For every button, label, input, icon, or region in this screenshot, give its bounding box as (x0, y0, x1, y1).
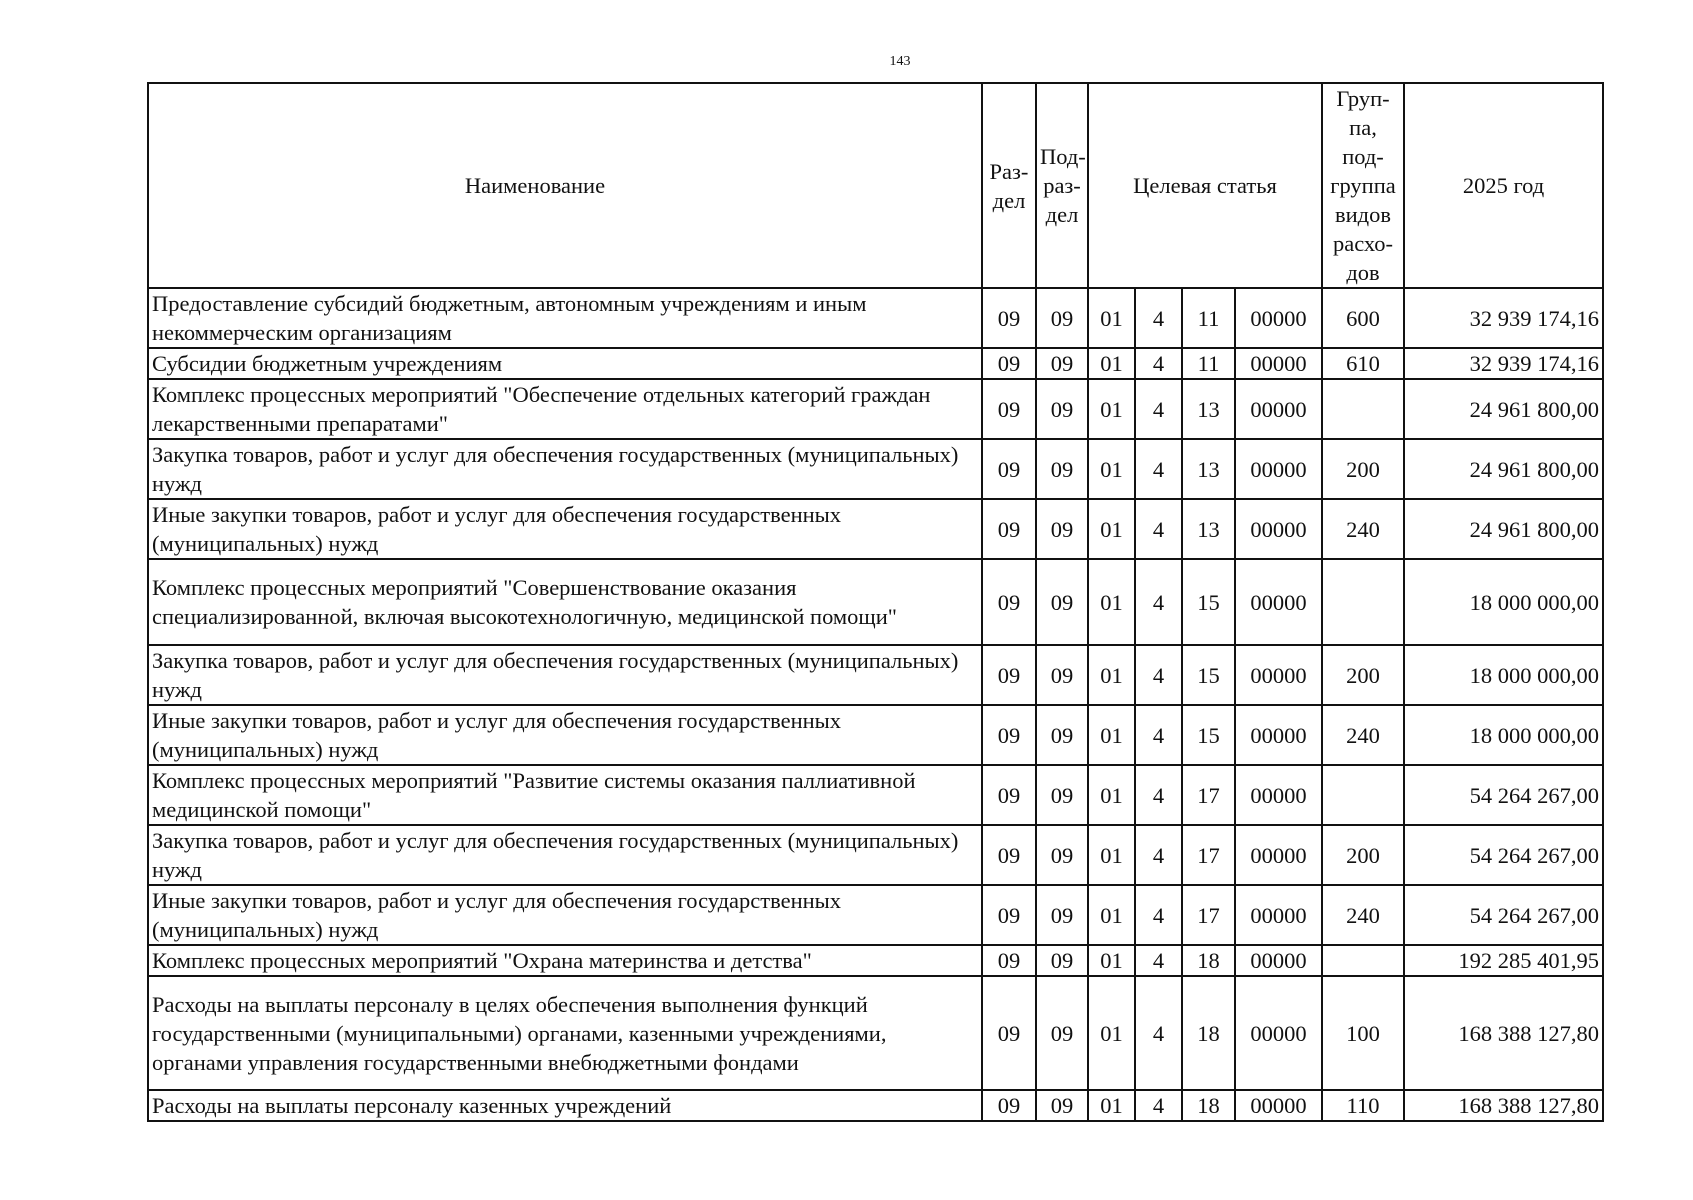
row-target-type: 4 (1135, 945, 1182, 976)
row-section: 09 (982, 499, 1036, 559)
row-target-type: 4 (1135, 439, 1182, 499)
row-target-direction: 00000 (1235, 439, 1322, 499)
row-target-direction: 00000 (1235, 288, 1322, 348)
row-subsection: 09 (1036, 825, 1088, 885)
table-row (148, 559, 1603, 645)
row-section: 09 (982, 885, 1036, 945)
row-subsection: 09 (1036, 1090, 1088, 1121)
row-target-direction: 00000 (1235, 499, 1322, 559)
row-name: Закупка товаров, работ и услуг для обеспечения государственных (муниципальных) нужд (148, 645, 982, 705)
row-target-type: 4 (1135, 976, 1182, 1090)
row-target-complex: 18 (1182, 945, 1235, 976)
table-row (148, 288, 1603, 348)
row-amount: 18 000 000,00 (1404, 645, 1603, 705)
row-expense-group: 110 (1322, 1090, 1404, 1121)
row-section: 09 (982, 1090, 1036, 1121)
row-expense-group (1322, 765, 1404, 825)
row-target-type: 4 (1135, 348, 1182, 379)
row-amount: 54 264 267,00 (1404, 885, 1603, 945)
row-name: Иные закупки товаров, работ и услуг для обеспечения государственных (муниципальных) нужд (148, 499, 982, 559)
row-target-direction: 00000 (1235, 885, 1322, 945)
budget-table (147, 82, 1604, 1122)
row-amount: 18 000 000,00 (1404, 559, 1603, 645)
row-target-type: 4 (1135, 645, 1182, 705)
table-row (148, 645, 1603, 705)
row-target-complex: 17 (1182, 885, 1235, 945)
row-name: Комплекс процессных мероприятий "Развитие системы оказания паллиативной медицинской помощи" (148, 765, 982, 825)
row-target-program: 01 (1088, 645, 1135, 705)
row-target-program: 01 (1088, 885, 1135, 945)
row-amount: 24 961 800,00 (1404, 499, 1603, 559)
row-section: 09 (982, 645, 1036, 705)
row-target-direction: 00000 (1235, 1090, 1322, 1121)
row-amount: 54 264 267,00 (1404, 765, 1603, 825)
row-section: 09 (982, 559, 1036, 645)
row-target-type: 4 (1135, 885, 1182, 945)
row-target-type: 4 (1135, 825, 1182, 885)
table-row (148, 885, 1603, 945)
row-subsection: 09 (1036, 645, 1088, 705)
table-row (148, 379, 1603, 439)
row-target-program: 01 (1088, 499, 1135, 559)
row-target-direction: 00000 (1235, 559, 1322, 645)
row-section: 09 (982, 705, 1036, 765)
row-target-direction: 00000 (1235, 976, 1322, 1090)
header-target-article: Целевая статья (1088, 83, 1322, 288)
row-target-program: 01 (1088, 945, 1135, 976)
row-name: Комплекс процессных мероприятий "Совершенствование оказания специализированной, включая высокотехнологичную, медицинской помощи" (148, 559, 982, 645)
row-section: 09 (982, 439, 1036, 499)
row-subsection: 09 (1036, 499, 1088, 559)
row-amount: 168 388 127,80 (1404, 976, 1603, 1090)
row-subsection: 09 (1036, 439, 1088, 499)
row-expense-group (1322, 379, 1404, 439)
row-target-complex: 11 (1182, 288, 1235, 348)
row-subsection: 09 (1036, 559, 1088, 645)
row-name: Предоставление субсидий бюджетным, автономным учреждениям и иным некоммерческим организациям (148, 288, 982, 348)
row-subsection: 09 (1036, 288, 1088, 348)
row-target-type: 4 (1135, 705, 1182, 765)
header-subsection: Под- раз- дел (1036, 83, 1088, 288)
table-row (148, 499, 1603, 559)
row-target-type: 4 (1135, 379, 1182, 439)
row-target-complex: 17 (1182, 765, 1235, 825)
table-row (148, 825, 1603, 885)
row-target-type: 4 (1135, 288, 1182, 348)
row-target-program: 01 (1088, 765, 1135, 825)
row-name: Иные закупки товаров, работ и услуг для обеспечения государственных (муниципальных) нужд (148, 705, 982, 765)
row-target-program: 01 (1088, 439, 1135, 499)
table-row (148, 439, 1603, 499)
header-year: 2025 год (1404, 83, 1603, 288)
row-target-direction: 00000 (1235, 705, 1322, 765)
row-target-program: 01 (1088, 559, 1135, 645)
row-expense-group: 240 (1322, 499, 1404, 559)
row-subsection: 09 (1036, 379, 1088, 439)
row-target-complex: 18 (1182, 976, 1235, 1090)
row-expense-group: 200 (1322, 825, 1404, 885)
table-row (148, 976, 1603, 1090)
row-name: Комплекс процессных мероприятий "Обеспечение отдельных категорий граждан лекарственными препаратами" (148, 379, 982, 439)
row-amount: 24 961 800,00 (1404, 439, 1603, 499)
row-target-complex: 11 (1182, 348, 1235, 379)
row-target-complex: 17 (1182, 825, 1235, 885)
header-row (148, 83, 1603, 288)
row-target-program: 01 (1088, 348, 1135, 379)
row-expense-group: 100 (1322, 976, 1404, 1090)
row-expense-group: 600 (1322, 288, 1404, 348)
row-target-program: 01 (1088, 976, 1135, 1090)
row-amount: 54 264 267,00 (1404, 825, 1603, 885)
row-subsection: 09 (1036, 765, 1088, 825)
row-amount: 32 939 174,16 (1404, 288, 1603, 348)
row-name: Комплекс процессных мероприятий "Охрана материнства и детства" (148, 945, 982, 976)
row-target-complex: 15 (1182, 645, 1235, 705)
row-section: 09 (982, 379, 1036, 439)
row-subsection: 09 (1036, 885, 1088, 945)
row-section: 09 (982, 348, 1036, 379)
row-section: 09 (982, 765, 1036, 825)
row-name: Закупка товаров, работ и услуг для обеспечения государственных (муниципальных) нужд (148, 825, 982, 885)
row-subsection: 09 (1036, 976, 1088, 1090)
header-expense-group: Груп- па, под- группа видов расхо- дов (1322, 83, 1404, 288)
row-expense-group (1322, 945, 1404, 976)
row-expense-group: 240 (1322, 885, 1404, 945)
row-target-program: 01 (1088, 825, 1135, 885)
row-target-direction: 00000 (1235, 645, 1322, 705)
row-target-type: 4 (1135, 1090, 1182, 1121)
row-section: 09 (982, 288, 1036, 348)
row-target-program: 01 (1088, 1090, 1135, 1121)
row-expense-group: 610 (1322, 348, 1404, 379)
row-target-complex: 13 (1182, 379, 1235, 439)
row-target-program: 01 (1088, 379, 1135, 439)
table-row (148, 945, 1603, 976)
row-expense-group (1322, 559, 1404, 645)
row-amount: 18 000 000,00 (1404, 705, 1603, 765)
row-subsection: 09 (1036, 705, 1088, 765)
row-target-direction: 00000 (1235, 765, 1322, 825)
row-target-complex: 13 (1182, 439, 1235, 499)
row-target-type: 4 (1135, 559, 1182, 645)
header-name: Наименование (148, 83, 982, 288)
row-name: Иные закупки товаров, работ и услуг для обеспечения государственных (муниципальных) нужд (148, 885, 982, 945)
row-subsection: 09 (1036, 945, 1088, 976)
row-target-direction: 00000 (1235, 825, 1322, 885)
row-target-complex: 18 (1182, 1090, 1235, 1121)
row-section: 09 (982, 825, 1036, 885)
row-target-complex: 13 (1182, 499, 1235, 559)
row-amount: 168 388 127,80 (1404, 1090, 1603, 1121)
row-target-program: 01 (1088, 288, 1135, 348)
table-row (148, 705, 1603, 765)
row-name: Закупка товаров, работ и услуг для обеспечения государственных (муниципальных) нужд (148, 439, 982, 499)
row-subsection: 09 (1036, 348, 1088, 379)
row-amount: 24 961 800,00 (1404, 379, 1603, 439)
row-name: Расходы на выплаты персоналу казенных учреждений (148, 1090, 982, 1121)
row-expense-group: 240 (1322, 705, 1404, 765)
row-expense-group: 200 (1322, 645, 1404, 705)
row-name: Расходы на выплаты персоналу в целях обеспечения выполнения функций государственными (муниципальными) органами, казенными учреждениями, органами управления государственными внебюджетными фондами (148, 976, 982, 1090)
row-target-complex: 15 (1182, 559, 1235, 645)
page-number: 143 (889, 54, 911, 69)
row-name: Субсидии бюджетным учреждениям (148, 348, 982, 379)
row-amount: 32 939 174,16 (1404, 348, 1603, 379)
row-target-direction: 00000 (1235, 379, 1322, 439)
row-target-direction: 00000 (1235, 945, 1322, 976)
row-amount: 192 285 401,95 (1404, 945, 1603, 976)
row-target-program: 01 (1088, 705, 1135, 765)
row-expense-group: 200 (1322, 439, 1404, 499)
row-target-type: 4 (1135, 765, 1182, 825)
header-section: Раз- дел (982, 83, 1036, 288)
row-section: 09 (982, 976, 1036, 1090)
row-target-direction: 00000 (1235, 348, 1322, 379)
row-target-complex: 15 (1182, 705, 1235, 765)
table-row (148, 1090, 1603, 1121)
table-row (148, 348, 1603, 379)
row-target-type: 4 (1135, 499, 1182, 559)
row-section: 09 (982, 945, 1036, 976)
table-row (148, 765, 1603, 825)
